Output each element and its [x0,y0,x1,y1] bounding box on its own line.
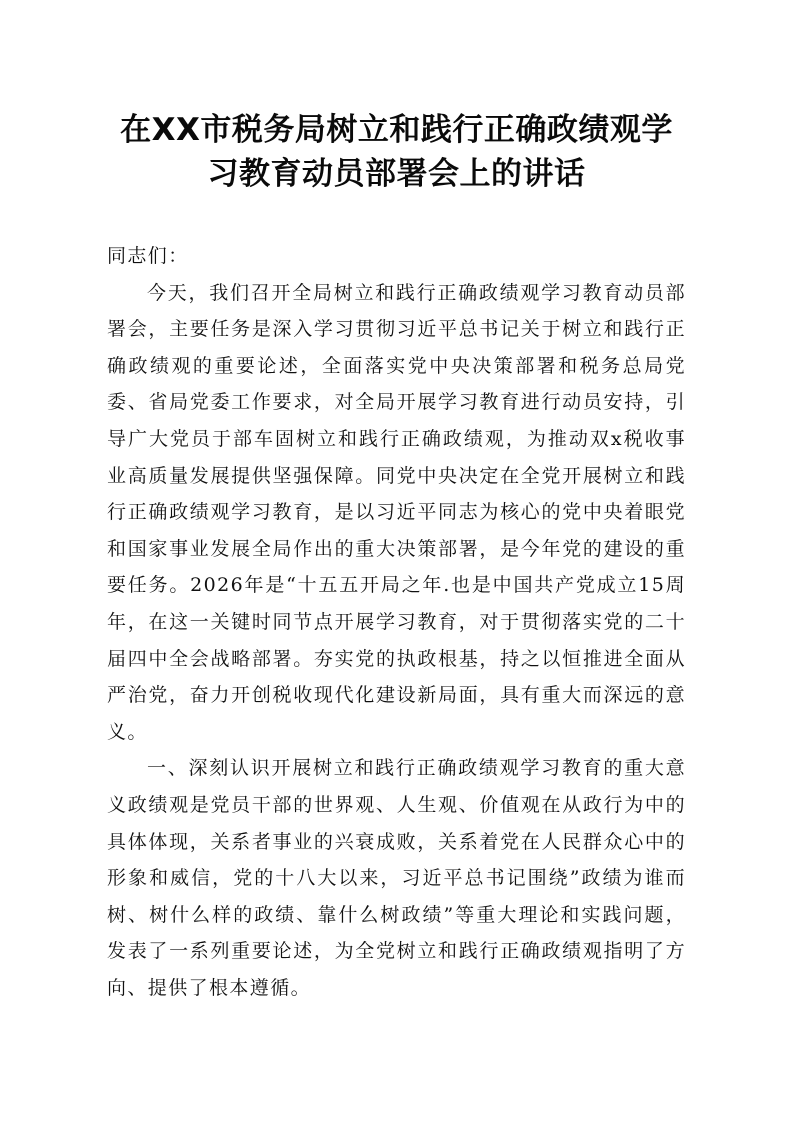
paragraph-section-one: 一、深刻认识开展树立和践行正确政绩观学习教育的重大意义政绩观是党员干部的世界观、人生观、价值观在从政行为中的具体体现，关系者事业的兴衰成败，关系着党在人民群众心中的形象和威信，党的十八大以来，习近平总书记围绕”政绩为谁而树、树什么样的政绩、靠什么树政绩”等重大理论和实践问题，发表了一系列重要论述，为全党树立和践行正确政绩观指明了方向、提供了根本遵循。 [107,757,686,999]
salutation: 同志们： [107,245,189,267]
document-title [107,108,686,196]
title-line-1: 在XX市税务局树立和践行正确政绩观学 [120,112,673,148]
paragraph-intro: 今天，我们召开全局树立和践行正确政绩观学习教育动员部署会，主要任务是深入学习贯彻习近平总书记关于树立和践行正确政绩观的重要论述，全面落实党中央决策部署和税务总局党委、省局党委工作要求，对全局开展学习教育进行动员安持，引导广大党员于部车固树立和践行正确政绩观，为推动双x税收事业高质量发展提供坚强保障。同党中央决定在全党开展树立和践行正确政绩观学习教育，是以习近平同志为核心的党中央着眼党和国家事业发展全局作出的重大决策部署，是今年党的建设的重要任务。2026年是“十五五开局之年.也是中国共产党成立15周年，在这一关键时同节点开展学习教育，对于贯彻落实党的二十届四中全会战略部署。夯实党的执政根基，持之以恒推进全面从严治党，奋力开创税收现代化建设新局面，具有重大而深远的意义。 [107,281,686,743]
title-line-2: 习教育动员部署会上的讲话 [207,156,586,192]
